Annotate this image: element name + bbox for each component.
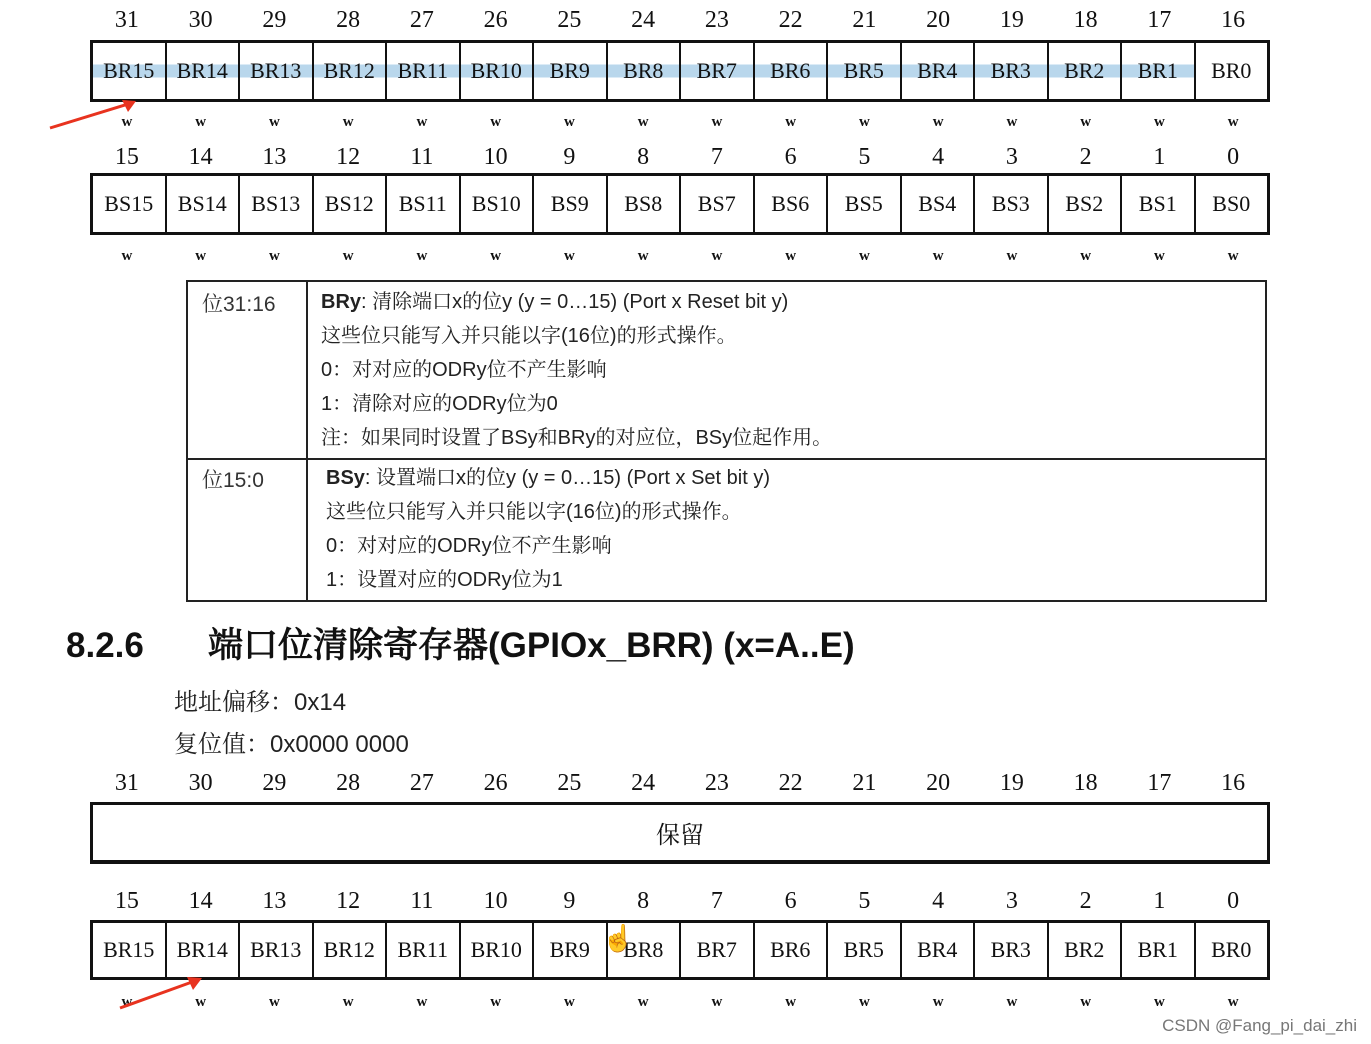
register-field: BS5 [828, 176, 902, 232]
register-field: BR12 [314, 923, 388, 977]
desc-row-bs-line: 0：对对应的ODRy位不产生影响 [326, 535, 612, 557]
bit-number: 21 [852, 7, 877, 33]
desc-row-br-line: 注：如果同时设置了BSy和BRy的对应位，BSy位起作用。 [321, 427, 833, 449]
bit-number: 2 [1079, 144, 1092, 170]
register-field: BR0 [1196, 43, 1268, 99]
bit-number: 0 [1227, 888, 1240, 914]
desc-row-bs-title: : 设置端口x的位y (y = 0…15) (Port x Set bit y) [364, 467, 770, 489]
access-type: w [563, 114, 575, 130]
hand-cursor-icon: ☝ [602, 924, 635, 953]
access-type: w [1006, 248, 1018, 264]
bit-number: 22 [778, 7, 803, 33]
register-field: BR13 [240, 923, 314, 977]
desc-row-bs [188, 458, 1265, 602]
register-field: BS14 [167, 176, 241, 232]
access-type: w [637, 994, 649, 1010]
register-field: BR0 [1211, 937, 1252, 962]
desc-row-br-title: : 清除端口x的位y (y = 0…15) (Port x Reset bit y) [361, 291, 789, 313]
register-field: BR3 [975, 923, 1049, 977]
bit-number: 31 [114, 770, 139, 796]
register-field: BS0 [1212, 191, 1251, 216]
bit-number: 1 [1153, 888, 1166, 914]
bit-number: 26 [483, 770, 508, 796]
bit-number: 20 [926, 770, 951, 796]
bit-number: 4 [932, 144, 945, 170]
bit-number: 12 [336, 888, 361, 914]
register-field: BR6 [755, 43, 829, 99]
section-heading [66, 618, 855, 668]
bsrr-high-access-row [90, 114, 1270, 131]
register-field: BR8 [608, 43, 682, 99]
register-field: BR10 [461, 923, 535, 977]
access-type: w [1080, 248, 1092, 264]
bit-number: 8 [637, 888, 650, 914]
bit-number: 13 [262, 144, 287, 170]
register-field: BR12 [314, 43, 388, 99]
register-field: BR5 [828, 923, 902, 977]
desc-row-bs-text [326, 464, 1255, 600]
bit-number: 22 [778, 770, 803, 796]
bit-number: 16 [1221, 7, 1246, 33]
access-type: w [858, 114, 870, 130]
register-field: BS8 [608, 176, 682, 232]
bit-number: 14 [188, 888, 213, 914]
register-field: BR1 [1122, 923, 1196, 977]
brr-reserved-field: 保留 [90, 802, 1270, 864]
bit-number: 14 [188, 144, 213, 170]
bit-number: 17 [1147, 7, 1172, 33]
desc-row-br-name: BRy [321, 291, 362, 313]
bsrr-high-register-row [90, 40, 1270, 102]
register-field: BR5 [828, 43, 902, 99]
red-arrow-annotation-top [44, 96, 154, 136]
bit-number: 29 [262, 7, 287, 33]
register-field: BS12 [314, 176, 388, 232]
register-field: BR13 [240, 43, 314, 99]
bit-number: 19 [999, 7, 1024, 33]
access-type: w [637, 114, 649, 130]
bsrr-low-access-row [90, 248, 1270, 265]
bit-number: 24 [631, 7, 656, 33]
access-type: w [1080, 994, 1092, 1010]
register-field: BR11 [387, 923, 461, 977]
bit-number: 23 [704, 7, 729, 33]
access-type: w [268, 248, 280, 264]
access-type: w [785, 248, 797, 264]
register-field: BR9 [534, 923, 608, 977]
bit-number: 11 [410, 144, 434, 170]
bsrr-high-bit-numbers [90, 8, 1270, 32]
access-type: w [342, 248, 354, 264]
access-type: w [416, 994, 428, 1010]
access-type: w [490, 114, 502, 130]
access-type: w [1227, 114, 1239, 130]
desc-row-br [188, 282, 1265, 460]
access-type: w [490, 248, 502, 264]
bit-number: 5 [858, 888, 871, 914]
bit-number: 13 [262, 888, 287, 914]
bit-number: 4 [932, 888, 945, 914]
bit-description-table [186, 280, 1267, 602]
bit-number: 23 [704, 770, 729, 796]
brr-low-bit-numbers [90, 889, 1270, 913]
register-field: BS7 [681, 176, 755, 232]
bit-number: 27 [409, 770, 434, 796]
register-field: BR14 [167, 923, 241, 977]
access-type: w [490, 994, 502, 1010]
register-field: BS15 [93, 176, 167, 232]
bsrr-low-bit-numbers [90, 145, 1270, 169]
bit-number: 21 [852, 770, 877, 796]
access-type: w [268, 994, 280, 1010]
bit-number: 27 [409, 7, 434, 33]
brr-high-bit-numbers [90, 771, 1270, 795]
access-type: w [1227, 994, 1239, 1010]
bit-number: 7 [710, 144, 723, 170]
bit-number: 3 [1005, 888, 1018, 914]
access-type: w [1006, 994, 1018, 1010]
register-field: BS2 [1049, 176, 1123, 232]
register-field: BR4 [902, 923, 976, 977]
access-type: w [563, 248, 575, 264]
access-type: w [268, 114, 280, 130]
access-type: w [785, 994, 797, 1010]
bit-number: 9 [563, 888, 576, 914]
access-type: w [858, 994, 870, 1010]
desc-row-bs-bits: 位15:0 [188, 458, 308, 602]
bsrr-low-register-row [90, 173, 1270, 235]
register-field: BR7 [681, 923, 755, 977]
access-type: w [1227, 248, 1239, 264]
access-type: w [1153, 114, 1165, 130]
reset-value: 复位值：0x0000 0000 [174, 731, 409, 758]
bit-number: 6 [784, 888, 797, 914]
access-type: w [195, 114, 207, 130]
bit-number: 20 [926, 7, 951, 33]
bit-number: 10 [483, 144, 508, 170]
access-type: w [1080, 114, 1092, 130]
register-field: BR15 [93, 43, 167, 99]
register-field: BR11 [387, 43, 461, 99]
desc-row-br-text [321, 288, 1255, 458]
access-type: w [711, 114, 723, 130]
access-type: w [342, 114, 354, 130]
desc-row-br-line: 0：对对应的ODRy位不产生影响 [321, 359, 607, 381]
access-type: w [637, 248, 649, 264]
access-type: w [932, 248, 944, 264]
bit-number: 24 [631, 770, 656, 796]
red-arrow-annotation-bottom [116, 972, 226, 1012]
access-type: w [1153, 248, 1165, 264]
watermark: CSDN @Fang_pi_dai_zhi [1162, 1016, 1357, 1035]
section-number: 8.2.6 [66, 626, 144, 665]
register-field: BR10 [461, 43, 535, 99]
register-field: BS13 [240, 176, 314, 232]
bit-number: 29 [262, 770, 287, 796]
bit-number: 5 [858, 144, 871, 170]
access-type: w [785, 114, 797, 130]
bit-number: 17 [1147, 770, 1172, 796]
register-field: BR14 [167, 43, 241, 99]
register-field: BR1 [1122, 43, 1196, 99]
register-field: BR4 [902, 43, 976, 99]
desc-row-br-bits: 位31:16 [188, 282, 308, 458]
register-field: BR6 [755, 923, 829, 977]
bit-number: 31 [114, 7, 139, 33]
access-type: w [416, 248, 428, 264]
register-field: BS9 [534, 176, 608, 232]
access-type: w [932, 114, 944, 130]
access-type: w [121, 994, 133, 1010]
bit-number: 28 [336, 7, 361, 33]
section-title: 端口位清除寄存器(GPIOx_BRR) (x=A..E) [208, 626, 855, 665]
desc-row-bs-line: 1：设置对应的ODRy位为1 [326, 569, 563, 591]
bit-number: 8 [637, 144, 650, 170]
bit-number: 7 [710, 888, 723, 914]
bit-number: 11 [410, 888, 434, 914]
bit-number: 15 [114, 144, 139, 170]
bit-number: 1 [1153, 144, 1166, 170]
bit-number: 2 [1079, 888, 1092, 914]
access-type: w [416, 114, 428, 130]
register-field: BR2 [1049, 43, 1123, 99]
register-field: BS1 [1122, 176, 1196, 232]
access-type: w [711, 994, 723, 1010]
access-type: w [1153, 994, 1165, 1010]
bit-number: 26 [483, 7, 508, 33]
register-field: BS10 [461, 176, 535, 232]
bit-number: 30 [188, 770, 213, 796]
access-type: w [195, 994, 207, 1010]
bit-number: 18 [1073, 770, 1098, 796]
register-field: BR2 [1049, 923, 1123, 977]
register-field: BR8 [608, 923, 682, 977]
access-type: w [1006, 114, 1018, 130]
access-type: w [858, 248, 870, 264]
register-field: BS6 [755, 176, 829, 232]
register-field: BS4 [902, 176, 976, 232]
bit-number: 28 [336, 770, 361, 796]
desc-row-bs-name: BSy [326, 467, 365, 489]
bit-number: 25 [557, 7, 582, 33]
access-type: w [195, 248, 207, 264]
access-type: w [711, 248, 723, 264]
bit-number: 25 [557, 770, 582, 796]
bit-number: 6 [784, 144, 797, 170]
bit-number: 30 [188, 7, 213, 33]
bit-number: 15 [114, 888, 139, 914]
bit-number: 9 [563, 144, 576, 170]
access-type: w [121, 114, 133, 130]
register-field: BR15 [93, 923, 167, 977]
register-field: BS3 [975, 176, 1049, 232]
desc-row-br-line: 这些位只能写入并只能以字(16位)的形式操作。 [321, 325, 737, 347]
bit-number: 16 [1221, 770, 1246, 796]
bit-number: 19 [999, 770, 1024, 796]
brr-low-register-row [90, 920, 1270, 980]
bit-number: 3 [1005, 144, 1018, 170]
address-offset: 地址偏移：0x14 [174, 689, 347, 716]
brr-low-access-row [90, 994, 1270, 1011]
desc-row-bs-line: 这些位只能写入并只能以字(16位)的形式操作。 [326, 501, 742, 523]
bit-number: 12 [336, 144, 361, 170]
register-field: BR7 [681, 43, 755, 99]
register-field: BR3 [975, 43, 1049, 99]
access-type: w [121, 248, 133, 264]
access-type: w [342, 994, 354, 1010]
register-field: BS11 [387, 176, 461, 232]
access-type: w [563, 994, 575, 1010]
desc-row-br-line: 1：清除对应的ODRy位为0 [321, 393, 558, 415]
bit-number: 18 [1073, 7, 1098, 33]
register-field: BR9 [534, 43, 608, 99]
access-type: w [932, 994, 944, 1010]
bit-number: 10 [483, 888, 508, 914]
bit-number: 0 [1227, 144, 1240, 170]
